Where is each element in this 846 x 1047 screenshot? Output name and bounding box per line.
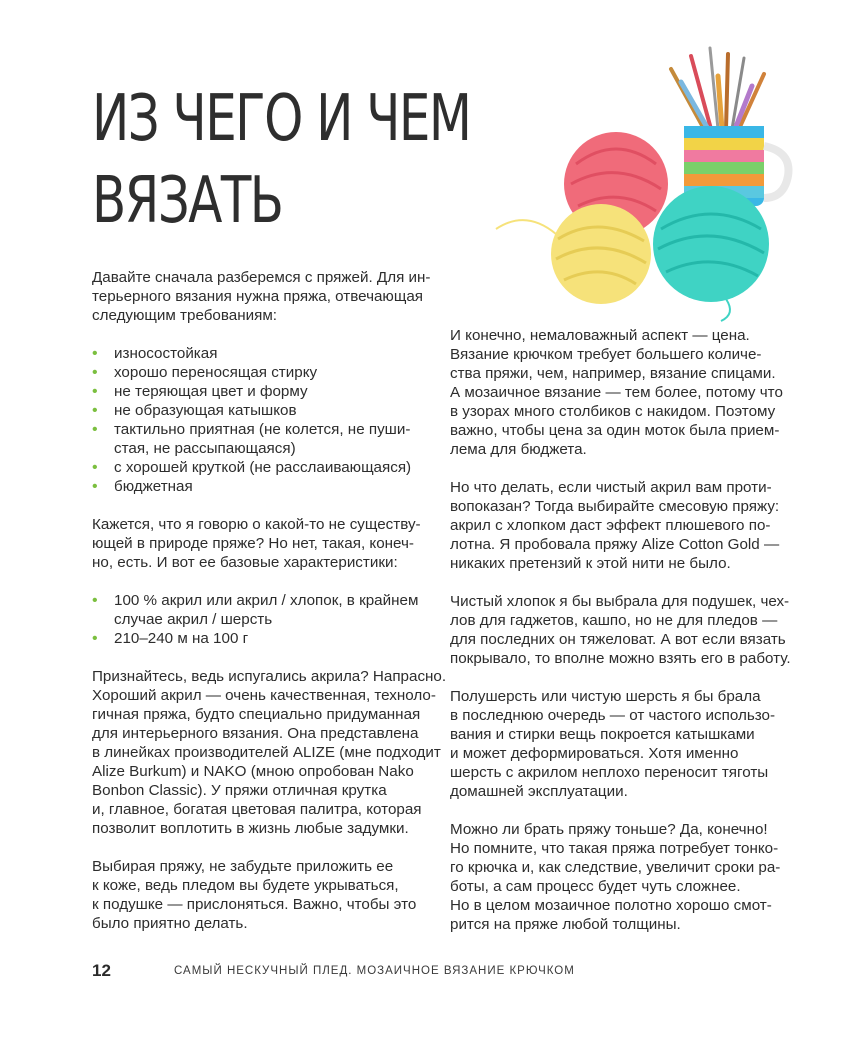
list-item bbox=[92, 458, 437, 477]
text-line: случае акрил / шерсть bbox=[114, 611, 273, 628]
text-line: было приятно делать. bbox=[92, 915, 248, 932]
text-line: терьерного вязания нужна пряжа, отвечающая bbox=[92, 288, 423, 305]
text-line: шерсть с акрилом неплохо переносит тяготы bbox=[450, 764, 769, 781]
text-line: позволит воплотить в жизнь любые задумки. bbox=[92, 820, 409, 837]
list-item bbox=[92, 363, 437, 382]
text-line: никаких претензий к этой нити не было. bbox=[450, 555, 731, 572]
text-line: в узорах много столбиков с накидом. Поэтому bbox=[450, 403, 776, 420]
list-item bbox=[92, 344, 437, 363]
text-line: лов для гаджетов, кашпо, но не для пледов — bbox=[450, 612, 778, 629]
text-line: стая, не рассыпающаяся) bbox=[114, 440, 296, 457]
text-line: Но в целом мозаичное полотно хорошо смот- bbox=[450, 897, 772, 914]
text-line: но, есть. И вот ее базовые характеристики: bbox=[92, 554, 398, 571]
list-item bbox=[92, 401, 437, 420]
paragraph bbox=[92, 667, 447, 838]
list-item bbox=[92, 382, 437, 401]
left-column bbox=[92, 268, 447, 952]
text-line: боты, а сам процесс будет чуть сложнее. bbox=[450, 878, 741, 895]
list-item bbox=[92, 629, 437, 648]
text-line: А мозаичное вязание — тем более, потому что bbox=[450, 384, 783, 401]
requirements-list bbox=[92, 344, 437, 496]
characteristics-list bbox=[92, 591, 437, 648]
text-line: Хороший акрил — очень качественная, техноло- bbox=[92, 687, 436, 704]
text-line: в последнюю очередь — от частого использо- bbox=[450, 707, 776, 724]
list-item bbox=[92, 477, 437, 496]
text-line: ства пряжи, чем, например, вязание спицами. bbox=[450, 365, 776, 382]
text-line: для интерьерного вязания. Она представлена bbox=[92, 725, 419, 742]
paragraph bbox=[92, 268, 437, 325]
text-line: • не образующая катышков bbox=[114, 402, 297, 419]
running-title: САМЫЙ НЕСКУЧНЫЙ ПЛЕД. МОЗАИЧНОЕ ВЯЗАНИЕ КРЮЧКОМ bbox=[174, 965, 575, 977]
text-line: и, главное, богатая цветовая палитра, которая bbox=[92, 801, 422, 818]
list-item bbox=[92, 420, 437, 458]
text-line: ющей в природе пряже? Но нет, такая, конеч- bbox=[92, 535, 414, 552]
text-line: гичная пряжа, будто специально придуманная bbox=[92, 706, 421, 723]
title-line: ВЯЗАТЬ bbox=[92, 164, 283, 238]
text-line: • износостойкая bbox=[114, 345, 218, 362]
text-line: Признайтесь, ведь испугались акрила? Напрасно. bbox=[92, 668, 447, 685]
text-line: домашней эксплуатации. bbox=[450, 783, 628, 800]
text-line: • не теряющая цвет и форму bbox=[114, 383, 308, 400]
text-line: лема для бюджета. bbox=[450, 441, 587, 458]
text-line: Давайте сначала разберемся с пряжей. Для ин- bbox=[92, 269, 431, 286]
text-line: го крючка и, как следствие, увеличит сроки ра- bbox=[450, 859, 781, 876]
text-line: вания и стирки вещь покроется катышками bbox=[450, 726, 755, 743]
text-line: к коже, ведь пледом вы будете укрываться, bbox=[92, 877, 399, 894]
text-line: в линейках производителей ALIZE (мне подходит bbox=[92, 744, 441, 761]
text-line: • хорошо переносящая стирку bbox=[114, 364, 318, 381]
text-line: покрывало, то вполне можно взять его в работу. bbox=[450, 650, 791, 667]
text-line: И конечно, немаловажный аспект — цена. bbox=[450, 327, 750, 344]
text-line: Но помните, что такая пряжа потребует тонко- bbox=[450, 840, 779, 857]
paragraph bbox=[450, 478, 795, 573]
yarn-photo bbox=[486, 34, 806, 324]
text-line: для последних он тяжеловат. А вот если вязать bbox=[450, 631, 786, 648]
list-item bbox=[92, 591, 437, 629]
text-line: Но что делать, если чистый акрил вам проти- bbox=[450, 479, 772, 496]
right-column bbox=[450, 326, 795, 953]
text-line: следующим требованиям: bbox=[92, 307, 277, 324]
title-line: ИЗ ЧЕГО И ЧЕМ bbox=[92, 82, 471, 156]
text-line: и может деформироваться. Хотя именно bbox=[450, 745, 739, 762]
text-line: акрил с хлопком даст эффект плюшевого по- bbox=[450, 517, 771, 534]
text-line: Чистый хлопок я бы выбрала для подушек, чех- bbox=[450, 593, 790, 610]
text-line: к подушке — прислоняться. Важно, чтобы это bbox=[92, 896, 417, 913]
text-line: • 100 % акрил или акрил / хлопок, в крайнем bbox=[114, 592, 419, 609]
text-line: • с хорошей круткой (не расслаивающаяся) bbox=[114, 459, 412, 476]
text-line: Alize Burkum) и NAKO (мною опробован Nako bbox=[92, 763, 414, 780]
text-line: рится на пряже любой толщины. bbox=[450, 916, 681, 933]
paragraph bbox=[450, 687, 795, 801]
page-number: 12 bbox=[92, 961, 111, 980]
text-line: важно, чтобы цена за один моток была прием- bbox=[450, 422, 780, 439]
paragraph bbox=[450, 592, 795, 668]
page-title bbox=[92, 78, 470, 242]
text-line: Полушерсть или чистую шерсть я бы брала bbox=[450, 688, 761, 705]
text-line: Bonbon Classic). У пряжи отличная крутка bbox=[92, 782, 387, 799]
crochet-hook-mug bbox=[671, 48, 789, 206]
text-line: • бюджетная bbox=[114, 478, 193, 495]
text-line: Кажется, что я говорю о какой-то не существу- bbox=[92, 516, 421, 533]
paragraph bbox=[450, 326, 795, 459]
text-line: лотна. Я пробовала пряжу Alize Cotton Gold — bbox=[450, 536, 780, 553]
page-footer bbox=[92, 960, 575, 982]
paragraph bbox=[92, 515, 437, 572]
text-line: • 210–240 м на 100 г bbox=[114, 630, 249, 647]
text-line: Можно ли брать пряжу тоньше? Да, конечно! bbox=[450, 821, 768, 838]
text-line: Вязание крючком требует большего количе- bbox=[450, 346, 762, 363]
paragraph bbox=[450, 820, 795, 934]
text-line: Выбирая пряжу, не забудьте приложить ее bbox=[92, 858, 394, 875]
text-line: • тактильно приятная (не колется, не пуши- bbox=[114, 421, 411, 438]
text-line: вопоказан? Тогда выбирайте смесовую пряжу: bbox=[450, 498, 780, 515]
paragraph bbox=[92, 857, 437, 933]
